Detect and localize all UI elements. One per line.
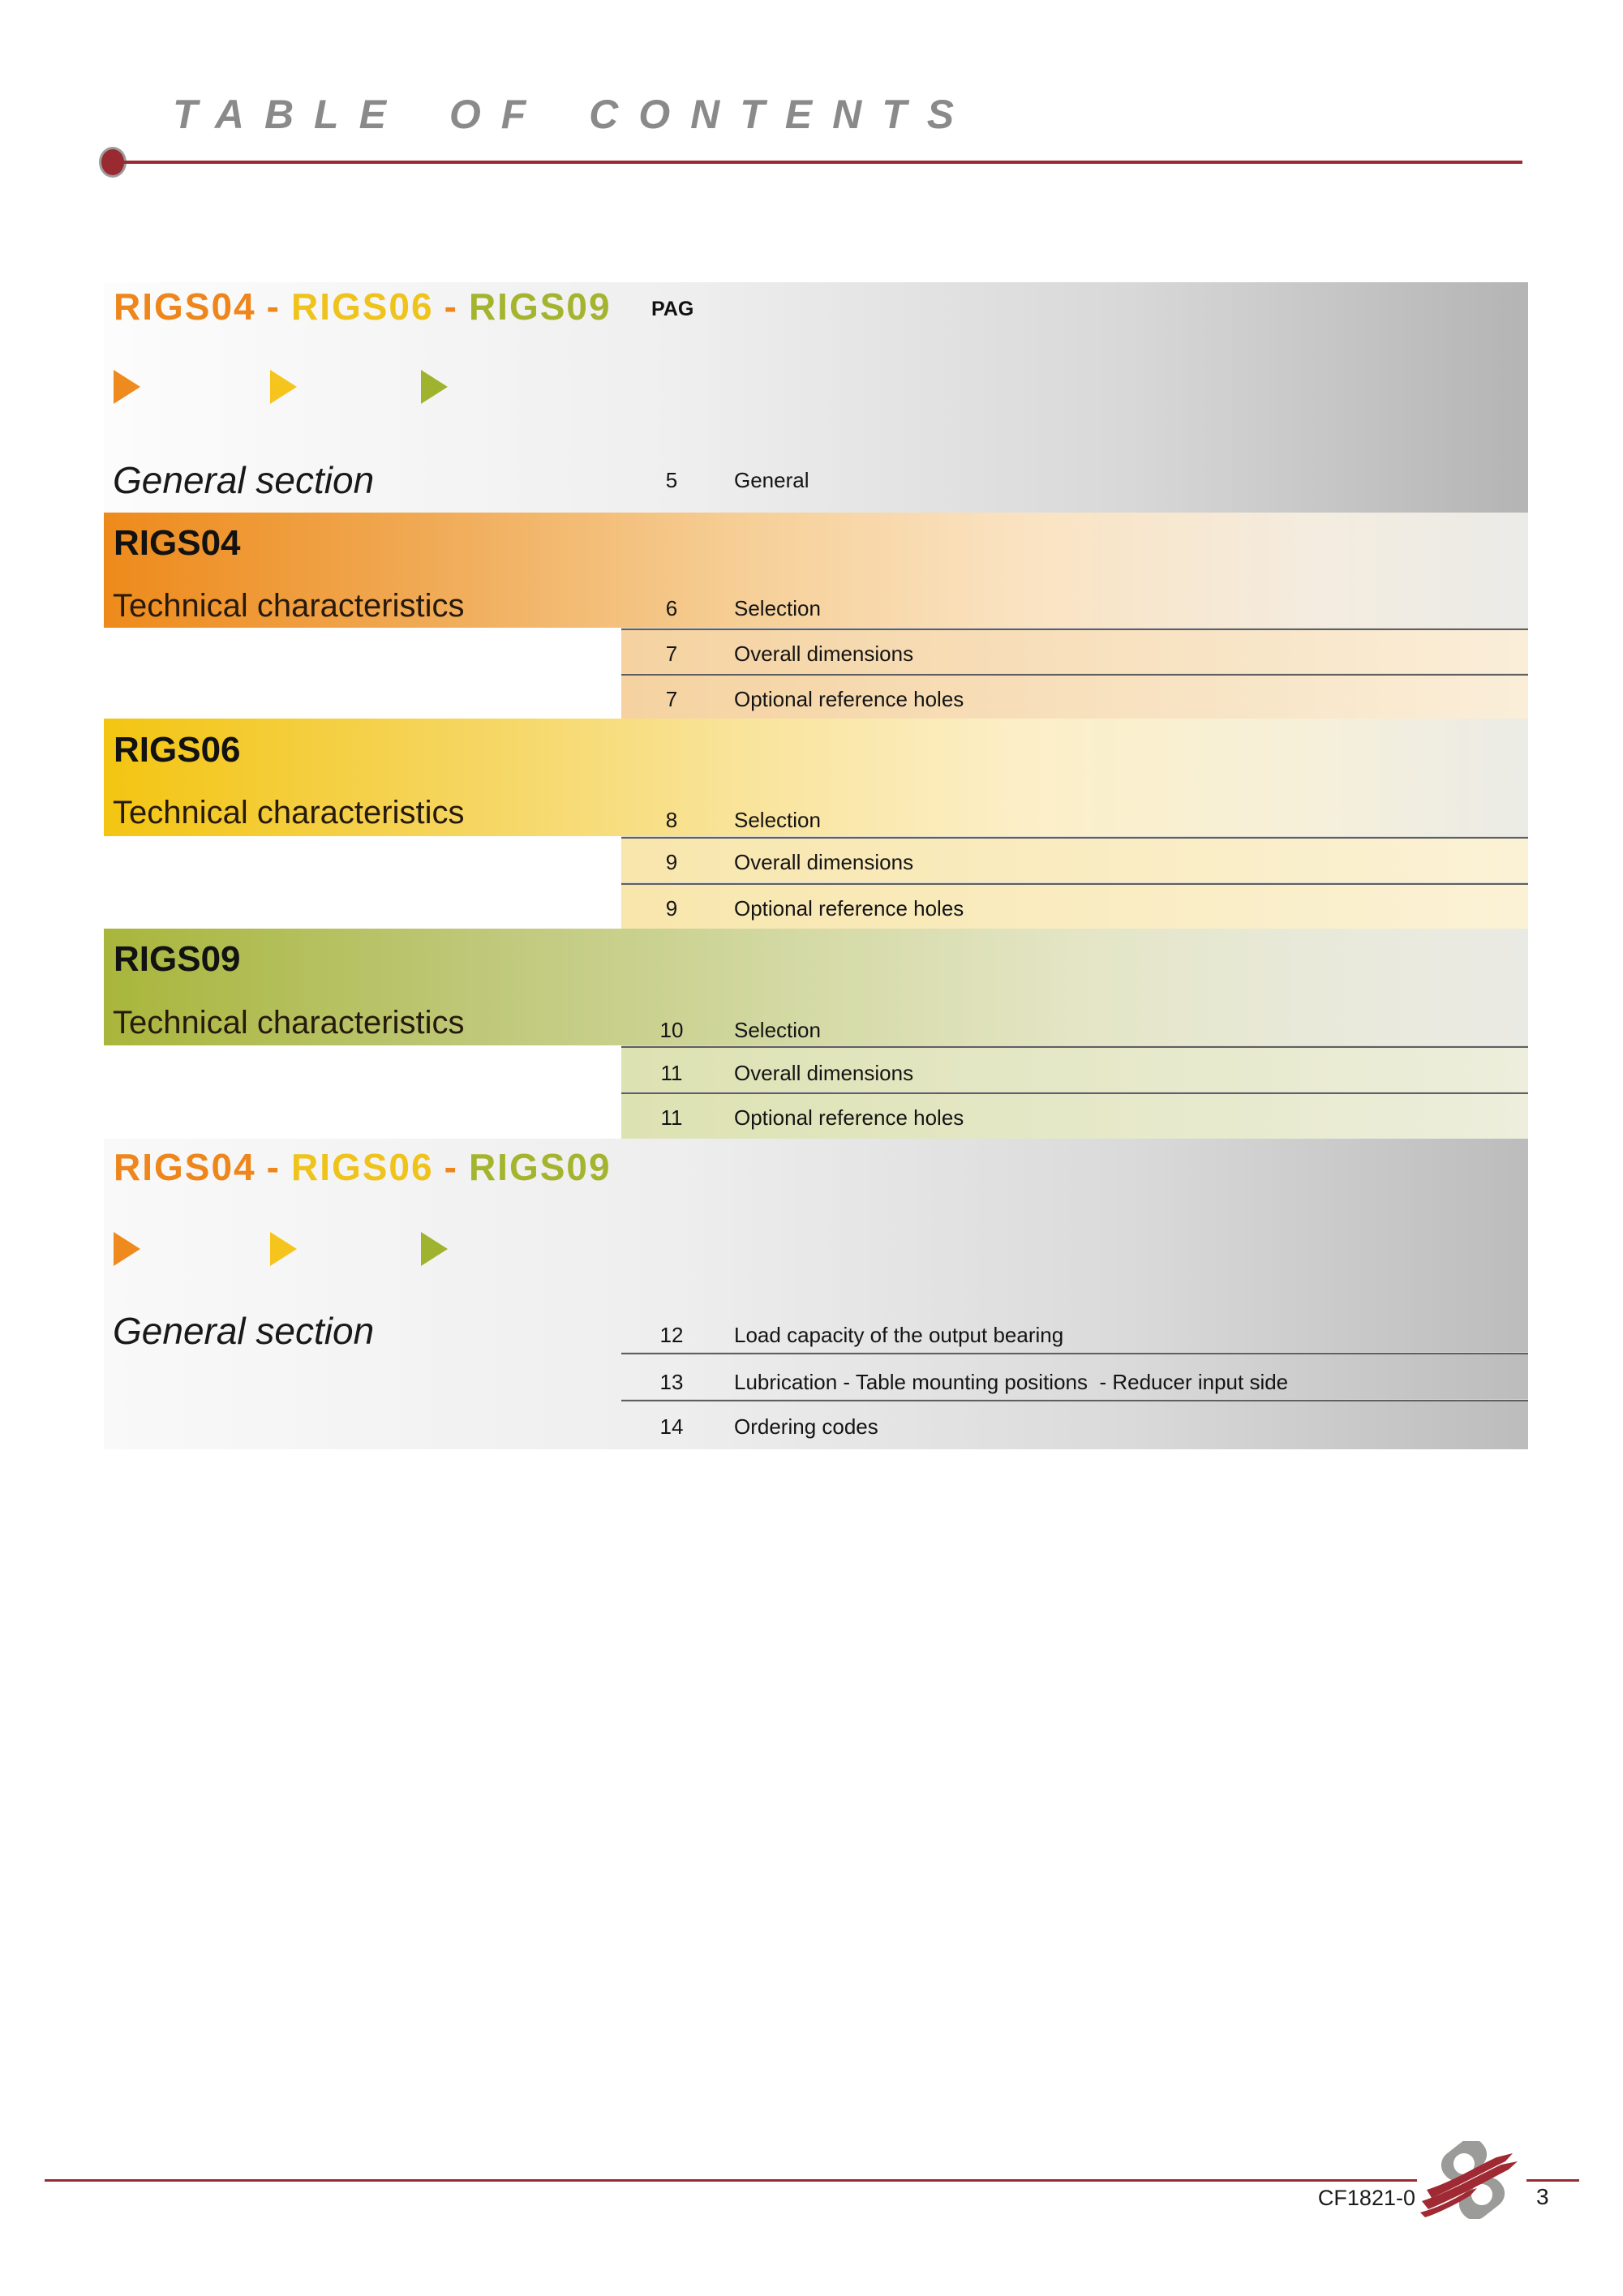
heading-rigs09: RIGS09 <box>468 285 612 328</box>
products-heading-2 <box>114 1148 612 1186</box>
toc-page-number: 6 <box>665 596 678 620</box>
row-divider <box>621 1092 1528 1094</box>
heading-rigs04: RIGS04 <box>114 1146 256 1188</box>
toc-entry-label: Load capacity of the output bearing <box>734 1323 1064 1347</box>
toc-page-number: 5 <box>665 468 678 492</box>
rigs09-title: RIGS09 <box>114 939 241 979</box>
toc-page-number: 14 <box>659 1414 684 1439</box>
toc-entry-label: Overall dimensions <box>734 850 914 874</box>
rigs04-title: RIGS04 <box>114 523 241 563</box>
row-divider <box>621 836 1528 839</box>
toc-page-number: 12 <box>659 1323 684 1347</box>
page-number: 3 <box>1536 2184 1549 2209</box>
row-divider <box>621 1045 1528 1048</box>
heading-separator: - <box>266 1146 281 1188</box>
toc-entry-label: General <box>734 468 809 492</box>
products-heading-1 <box>114 285 612 328</box>
rigs04-subtitle: Technical characteristics <box>113 588 465 624</box>
row-divider <box>621 882 1528 885</box>
heading-separator: - <box>266 285 281 328</box>
toc-page-number: 9 <box>665 850 678 874</box>
rigs06-title: RIGS06 <box>114 730 241 770</box>
toc-entry-label: Optional reference holes <box>734 896 964 921</box>
row-divider <box>621 673 1528 676</box>
yellow-arrow-icon <box>270 370 297 404</box>
green-arrow-icon <box>421 370 448 404</box>
heading-separator: - <box>444 1146 458 1188</box>
general-section-label-1: General section <box>113 459 375 501</box>
toc-page-number: 13 <box>659 1370 684 1394</box>
rigs06-subtitle: Technical characteristics <box>113 795 465 830</box>
toc-page-number: 7 <box>665 642 678 666</box>
company-logo-icon <box>1417 2141 1527 2219</box>
toc-page-number: 10 <box>659 1018 684 1042</box>
yellow-arrow-icon <box>270 1232 297 1266</box>
toc-entry-label: Selection <box>734 808 821 832</box>
orange-arrow-icon <box>114 370 140 404</box>
row-divider <box>621 1399 1528 1401</box>
toc-page-number: 8 <box>665 808 678 832</box>
toc-page-number: 11 <box>660 1061 683 1085</box>
rigs09-subtitle: Technical characteristics <box>113 1005 465 1041</box>
toc-entry-label: Selection <box>734 1018 821 1042</box>
green-arrow-icon <box>421 1232 448 1266</box>
toc-entry-label: Optional reference holes <box>734 1105 964 1130</box>
document-code: CF1821-0 <box>1317 2186 1415 2210</box>
toc-entry-label: Overall dimensions <box>734 1061 914 1085</box>
heading-rigs09: RIGS09 <box>468 1146 612 1188</box>
heading-separator: - <box>444 285 458 328</box>
toc-page-number: 9 <box>665 896 678 921</box>
row-divider <box>621 628 1528 630</box>
toc-entry-label: Selection <box>734 596 821 620</box>
general-section-label-2: General section <box>113 1310 375 1352</box>
toc-entry-label: Lubrication - Table mounting positions - Reducer input side <box>734 1370 1289 1394</box>
orange-arrow-icon <box>114 1232 140 1266</box>
title-rule <box>114 161 1522 164</box>
toc-page-number: 11 <box>660 1105 683 1130</box>
toc-page-number: 7 <box>665 687 678 711</box>
row-divider <box>621 1352 1528 1354</box>
heading-rigs06: RIGS06 <box>290 1146 434 1188</box>
pag-column-label: PAG <box>651 298 694 320</box>
heading-rigs06: RIGS06 <box>290 285 434 328</box>
footer-rule-right <box>1526 2179 1579 2182</box>
toc-entry-label: Ordering codes <box>734 1414 878 1439</box>
toc-entry-label: Optional reference holes <box>734 687 964 711</box>
footer-rule <box>45 2179 1417 2182</box>
toc-entry-label: Overall dimensions <box>734 642 914 666</box>
heading-rigs04: RIGS04 <box>114 285 256 328</box>
page-title: TABLE OF CONTENTS <box>173 92 975 137</box>
